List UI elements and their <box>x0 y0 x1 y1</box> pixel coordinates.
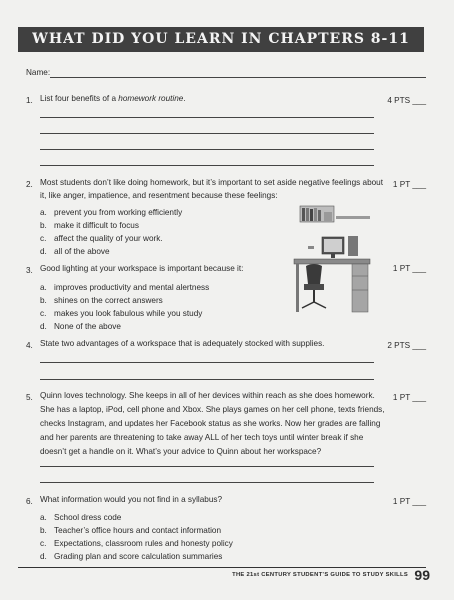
q2-option-a[interactable]: prevent you from working efficiently <box>54 208 183 217</box>
q6-option-b[interactable]: Teacher’s office hours and contact information <box>54 526 222 535</box>
answer-line[interactable] <box>40 362 374 363</box>
answer-line[interactable] <box>40 133 374 134</box>
footer-book-title: THE 21st CENTURY STUDENT’S GUIDE TO STUDY SKILLS <box>232 572 408 578</box>
q2-text-line2: it, like anger, impatience, and resentment because these feelings: <box>40 191 278 200</box>
q2-option-letter: b. <box>40 221 47 230</box>
q3-option-letter: c. <box>40 309 47 318</box>
q2-option-letter: c. <box>40 234 47 243</box>
q1-points: 4 PTS ___ <box>387 96 426 105</box>
q5-text-line: doesn’t get a handle on it. What’s your advice to Quinn about her workspace? <box>40 447 322 456</box>
footer-divider <box>18 567 426 568</box>
q5-number: 5. <box>26 393 33 402</box>
q6-option-letter: d. <box>40 552 47 561</box>
q5-text-line: Quinn loves technology. She keeps in all of her devices within reach as she does homework. <box>40 391 375 400</box>
q2-number: 2. <box>26 180 33 189</box>
q5-text-line: and her parents are threatening to take away ALL of her tech toys until winter break if she <box>40 433 364 442</box>
q5-points: 1 PT ___ <box>392 393 426 402</box>
q5-text-line: checks Instagram, and updates her Facebook status as she works. Now her grades are falling <box>40 419 381 428</box>
answer-line[interactable] <box>40 466 374 467</box>
q3-option-letter: b. <box>40 296 47 305</box>
q3-option-b[interactable]: shines on the correct answers <box>54 296 163 305</box>
q3-points: 1 PT ___ <box>392 264 426 273</box>
q6-option-letter: a. <box>40 513 47 522</box>
q2-option-letter: d. <box>40 247 47 256</box>
q2-option-c[interactable]: affect the quality of your work. <box>54 234 163 243</box>
q1-text: List four benefits of a homework routine. <box>40 94 186 103</box>
q4-points: 2 PTS ___ <box>387 341 426 350</box>
answer-line[interactable] <box>40 165 374 166</box>
q2-points: 1 PT ___ <box>392 180 426 189</box>
answer-line[interactable] <box>40 482 374 483</box>
q1-number: 1. <box>26 96 33 105</box>
q6-option-d[interactable]: Grading plan and score calculation summaries <box>54 552 223 561</box>
answer-line[interactable] <box>40 379 374 380</box>
desk-workspace-illustration <box>292 204 372 316</box>
page-title: WHAT DID YOU LEARN IN CHAPTERS 8-11 <box>18 27 424 52</box>
q6-number: 6. <box>26 497 33 506</box>
q6-text: What information would you not find in a syllabus? <box>40 495 223 504</box>
q3-option-c[interactable]: makes you look fabulous while you study <box>54 309 203 318</box>
q3-text: Good lighting at your workspace is important because it: <box>40 264 244 273</box>
page-number: 99 <box>414 567 430 583</box>
q2-option-d[interactable]: all of the above <box>54 247 110 256</box>
q6-option-letter: c. <box>40 539 47 548</box>
answer-line[interactable] <box>40 149 374 150</box>
name-field-line[interactable] <box>50 77 426 78</box>
q6-option-a[interactable]: School dress code <box>54 513 122 522</box>
q6-points: 1 PT ___ <box>392 497 426 506</box>
q2-option-letter: a. <box>40 208 47 217</box>
q4-number: 4. <box>26 341 33 350</box>
q4-text: State two advantages of a workspace that is adequately stocked with supplies. <box>40 339 325 348</box>
q6-option-letter: b. <box>40 526 47 535</box>
q3-option-d[interactable]: None of the above <box>54 322 121 331</box>
answer-line[interactable] <box>40 117 374 118</box>
q3-option-letter: a. <box>40 283 47 292</box>
q3-option-a[interactable]: improves productivity and mental alertness <box>54 283 210 292</box>
name-label: Name: <box>26 68 51 77</box>
q6-option-c[interactable]: Expectations, classroom rules and honesty policy <box>54 539 233 548</box>
q2-text-line1: Most students don’t like doing homework, but it’s important to set aside negative feelings about <box>40 178 384 187</box>
q2-option-b[interactable]: make it difficult to focus <box>54 221 139 230</box>
q3-option-letter: d. <box>40 322 47 331</box>
q5-text-line: She has a laptop, iPod, cell phone and Xbox. She plays games on her cell phone, texts friends, <box>40 405 385 414</box>
q3-number: 3. <box>26 266 33 275</box>
